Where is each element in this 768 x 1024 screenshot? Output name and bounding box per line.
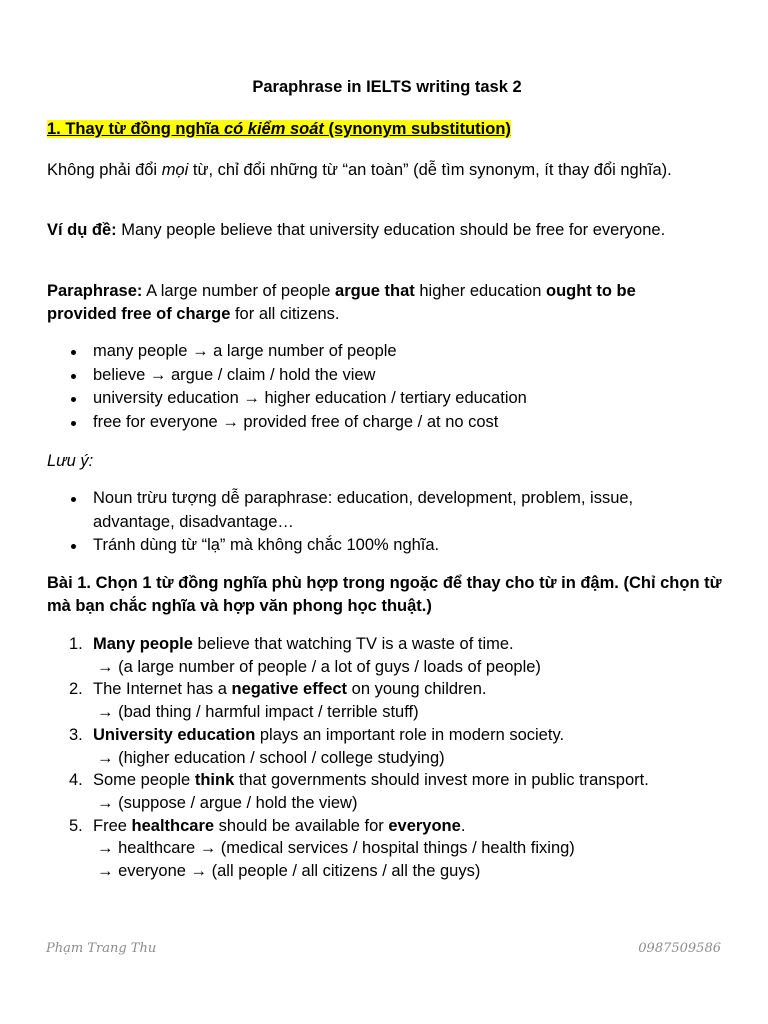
item-options: → (a large number of people / a lot of guys / loads of people) [97,657,541,676]
exercise-item [47,815,727,883]
intro-emphasis: mọi [161,161,189,179]
exercise-item [47,633,727,678]
intro-paragraph [47,159,707,182]
item-options: → (higher education / school / college studying) [97,748,445,767]
exercise-item [47,769,727,814]
note-label-text: Lưu ý: [47,452,94,470]
footer-author: Phạm Trang Thu [46,941,157,956]
footer-phone: 0987509586 [638,941,721,956]
intro-text-2: từ, chỉ đổi những từ “an toàn” (dễ tìm synonym, ít thay đổi nghĩa). [188,161,672,179]
list-item: many people → a large number of people [47,340,707,364]
item-number: 5. [69,816,83,835]
item-bold: everyone [388,816,461,835]
item-options: → healthcare → (medical services / hospital things / health fixing) [97,839,575,858]
paraphrase-bold-1: argue that [335,282,415,300]
exercise-heading: Bài 1. Chọn 1 từ đồng nghĩa phù hợp trong ngoặc để thay cho từ in đậm. (Chỉ chọn từ mà bạn chắc nghĩa và hợp văn phong học thuật.) [47,574,722,615]
item-number: 3. [69,725,83,744]
item-text: The Internet has a [93,680,232,699]
note-label [47,450,707,473]
item-text: that governments should invest more in public transport. [234,771,649,790]
page-title: Paraphrase in IELTS writing task 2 [252,78,522,96]
example-text: Many people believe that university education should be free for everyone. [116,221,666,239]
item-bold: University education [93,725,256,744]
item-text: Free [93,816,132,835]
item-bold: Many people [93,635,193,653]
item-options: → (suppose / argue / hold the view) [97,793,358,812]
heading-emphasis: có kiểm soát [223,120,324,138]
item-text: . [460,816,466,835]
item-text: believe that watching TV is a waste of time. [192,635,514,653]
example-paragraph [47,219,707,242]
item-text: Some people [93,771,195,790]
paraphrase-text-2: higher education [414,282,546,300]
synonym-list [47,340,707,434]
item-text: should be available for [214,816,389,835]
item-number: 1. [69,635,83,653]
heading-suffix: (synonym substitution) [323,120,511,138]
item-bold: think [194,771,235,790]
list-item: Noun trừu tượng dễ paraphrase: education, development, problem, issue, advantage, disadvantage… [47,487,707,534]
list-item: Tránh dùng từ “lạ” mà không chắc 100% nghĩa. [47,534,707,558]
highlighted-heading [47,120,511,138]
item-text: on young children. [347,680,487,699]
item-number: 2. [69,680,83,699]
paraphrase-text-3: for all citizens. [230,305,340,323]
paraphrase-bold-2: ought to be provided free of charge [47,282,636,323]
item-number: 4. [69,771,83,790]
example-label: Ví dụ đề: [47,221,117,239]
exercise-item [47,724,727,769]
paraphrase-text-1: A large number of people [142,282,336,300]
list-item: university education → higher education / tertiary education [47,387,707,411]
exercise-item [47,678,727,723]
exercise-list [47,633,727,883]
section-heading [47,119,511,139]
list-item: free for everyone → provided free of charge / at no cost [47,411,707,435]
heading-prefix: 1. Thay từ đồng nghĩa [47,120,224,138]
item-options: → everyone → (all people / all citizens / all the guys) [97,862,481,881]
note-list [47,487,707,558]
list-item: believe → argue / claim / hold the view [47,364,707,388]
item-bold: healthcare [131,816,215,835]
paraphrase-paragraph [47,280,707,326]
intro-text-1: Không phải đổi [47,161,162,179]
paraphrase-label: Paraphrase: [47,282,143,300]
item-bold: negative effect [231,680,348,699]
item-text: plays an important role in modern society. [255,725,565,744]
item-options: → (bad thing / harmful impact / terrible stuff) [97,703,419,722]
